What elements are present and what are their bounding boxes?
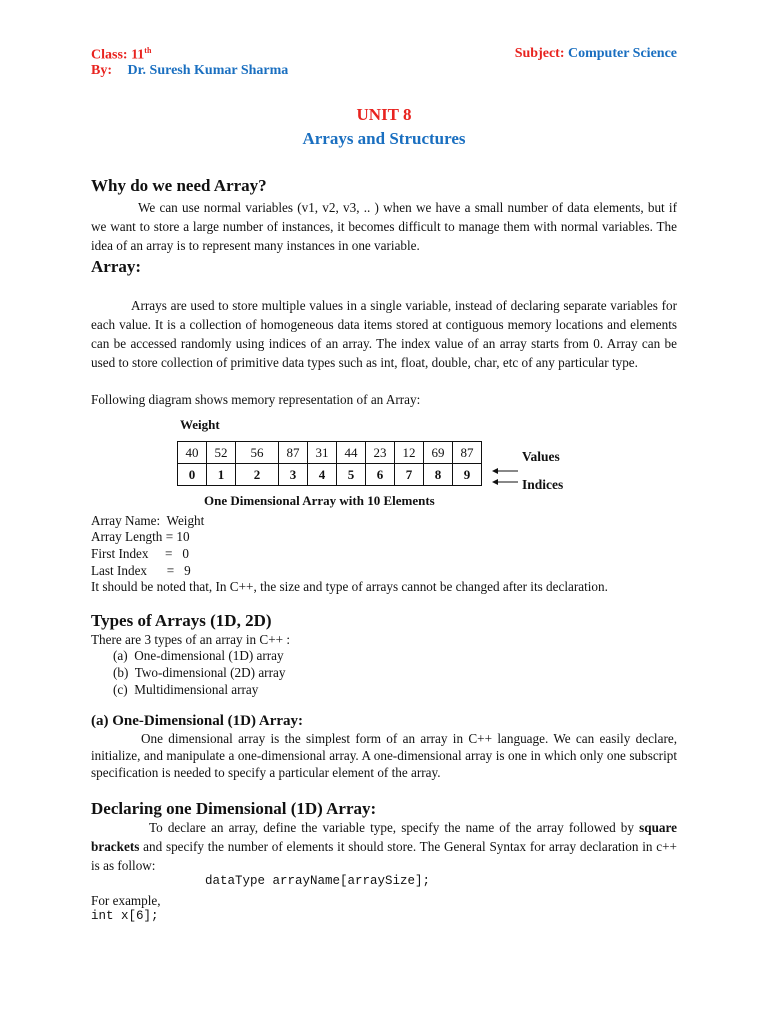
last-index-line: Last Index = 9 (91, 563, 191, 578)
unit-title: Arrays and Structures (302, 129, 466, 148)
diagram-array-name: Weight (180, 417, 220, 432)
index-cell: 9 (453, 464, 482, 486)
class-line (91, 46, 151, 64)
index-cell: 2 (236, 464, 279, 486)
arrow-icons (490, 462, 520, 492)
index-cell: 1 (207, 464, 236, 486)
example-code: int x[6]; (91, 909, 159, 923)
types-item-b: (b) Two-dimensional (2D) array (113, 665, 286, 680)
index-cell: 5 (337, 464, 366, 486)
values-label: Values (522, 449, 560, 464)
value-cell: 87 (453, 442, 482, 464)
by-label: By: (91, 63, 112, 78)
heading-declare: Declaring one Dimensional (1D) Array: (91, 799, 377, 818)
values-row (178, 442, 482, 464)
array-diagram (177, 441, 482, 486)
subject-line (515, 46, 677, 62)
index-cell: 3 (279, 464, 308, 486)
value-cell: 87 (279, 442, 308, 464)
value-cell: 23 (366, 442, 395, 464)
types-intro: There are 3 types of an array in C++ : (91, 632, 291, 647)
array-name-line: Array Name: Weight (91, 513, 205, 528)
paragraph-array: Arrays are used to store multiple values in a single variable, instead of declaring separate variables for each value. It is a collection of homogeneous data items stored at contiguous memory locations and elements can be accessed randomly using indices of an array. The index value of an array starts from 0. Array can be used to store collection of primitive data types such as int, float, double, char, etc of any particular type. (91, 298, 677, 370)
heading-types: Types of Arrays (1D, 2D) (91, 611, 272, 630)
paragraph-why: We can use normal variables (v1, v2, v3, .. ) when we have a small number of data elements, but if we want to store a large number of instances, it becomes difficult to manage them with normal variables. The idea of an array is to represent many instances in one variable. (91, 200, 677, 253)
paragraph-declare (91, 818, 677, 875)
paragraph-1d: One dimensional array is the simplest form of an array in C++ language. We can easily declare, initialize, and manipulate a one-dimensional array. A one-dimensional array is one in which only one subscript specification is needed to specify a particular element of the array. (91, 731, 677, 780)
indices-row (178, 464, 482, 486)
value-cell: 52 (207, 442, 236, 464)
heading-array: Array: (91, 257, 142, 276)
author-line (91, 63, 288, 79)
indices-arrow-icon (492, 479, 498, 485)
example-label: For example, (91, 893, 161, 908)
value-cell: 40 (178, 442, 207, 464)
declare-text-b: and specify the number of elements it should store. The General Syntax for array declaration in c++ is as follow: (91, 839, 677, 873)
class-label: Class: (91, 47, 128, 63)
array-note: It should be noted that, In C++, the size and type of arrays cannot be changed after its declaration. (91, 579, 608, 594)
heading-1d: (a) One-Dimensional (1D) Array: (91, 713, 304, 729)
index-cell: 4 (308, 464, 337, 486)
types-item-c: (c) Multidimensional array (113, 682, 259, 697)
array-length-line: Array Length = 10 (91, 529, 190, 544)
subject-value: Computer Science (568, 46, 677, 61)
unit-number: UNIT 8 (356, 105, 412, 124)
index-cell: 6 (366, 464, 395, 486)
value-cell: 69 (424, 442, 453, 464)
value-cell: 12 (395, 442, 424, 464)
value-cell: 56 (236, 442, 279, 464)
author-name: Dr. Suresh Kumar Sharma (127, 63, 289, 78)
values-arrow-icon (492, 468, 498, 474)
class-value: 11 (131, 47, 145, 63)
declare-text-a: To declare an array, define the variable type, specify the name of the array followed by (149, 820, 640, 835)
types-item-a: (a) One-dimensional (1D) array (113, 648, 284, 663)
indices-label: Indices (522, 477, 564, 492)
first-index-line: First Index = 0 (91, 546, 189, 561)
index-cell: 7 (395, 464, 424, 486)
value-cell: 44 (337, 442, 366, 464)
heading-why: Why do we need Array? (91, 176, 267, 195)
diagram-caption: One Dimensional Array with 10 Elements (204, 493, 435, 508)
class-sup: th (144, 46, 152, 55)
subject-label: Subject: (514, 46, 565, 61)
syntax-code: dataType arrayName[arraySize]; (205, 874, 431, 888)
diagram-intro: Following diagram shows memory representation of an Array: (91, 392, 421, 407)
value-cell: 31 (308, 442, 337, 464)
index-cell: 8 (424, 464, 453, 486)
index-cell: 0 (178, 464, 207, 486)
declare-text-bold: square brackets (91, 820, 677, 854)
